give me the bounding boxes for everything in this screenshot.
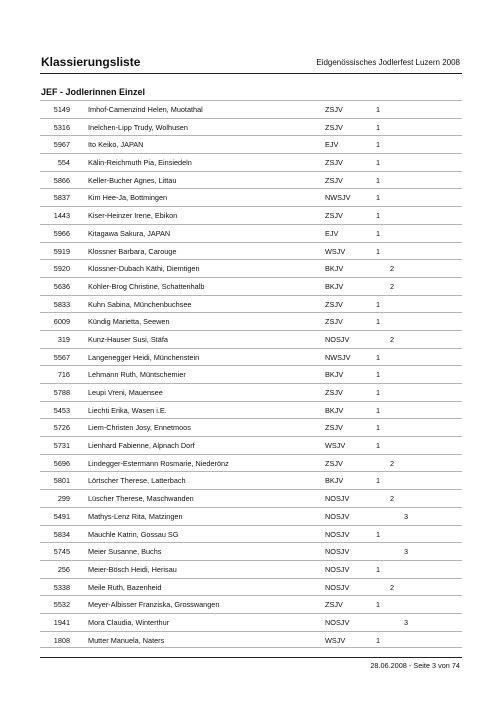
association: NWSJV (325, 352, 351, 362)
starter-number: 5837 (53, 193, 70, 203)
participant-name: Liem-Christen Josy, Ennetmoos (88, 423, 191, 433)
starter-number: 5967 (53, 140, 70, 150)
rank: 2 (390, 494, 395, 504)
participant-name: Meile Ruth, Bazenheid (88, 582, 162, 592)
association: NOSJV (325, 582, 350, 592)
association: WSJV (325, 635, 346, 645)
table-row (40, 525, 462, 543)
starter-number: 256 (57, 564, 70, 574)
starter-number: 5338 (53, 582, 70, 592)
participant-name: Kitagawa Sakura, JAPAN (88, 228, 171, 238)
participant-name: Liechti Erika, Wasen i.E. (88, 405, 167, 415)
association: ZSJV (325, 299, 343, 309)
table-row (40, 295, 462, 313)
association: NOSJV (325, 494, 350, 504)
table-row (40, 578, 462, 596)
table-row (40, 489, 462, 507)
table-row (40, 224, 462, 242)
association: EJV (325, 228, 339, 238)
table-row (40, 436, 462, 454)
starter-number: 5788 (53, 388, 70, 397)
association: ZSJV (325, 388, 343, 397)
association: ZSJV (325, 458, 343, 468)
rank: 1 (376, 388, 381, 397)
table-row (40, 383, 462, 401)
participant-name: Klossner Barbara, Carouge (88, 246, 177, 256)
rank: 1 (376, 211, 381, 221)
association: NOSJV (325, 564, 350, 574)
participant-name: Ito Keiko, JAPAN (88, 140, 144, 150)
section-title: JEF - Jodlerinnen Einzel (41, 87, 146, 97)
participant-name: Lindegger-Estermann Rosmarie, Niederönz (88, 458, 229, 468)
rank: 1 (376, 529, 381, 539)
starter-number: 5745 (53, 547, 70, 557)
rank: 1 (376, 635, 381, 645)
starter-number: 5833 (53, 299, 70, 309)
participant-name: Lörtscher Therese, Latterbach (88, 476, 186, 486)
association: ZSJV (325, 122, 343, 132)
starter-number: 6009 (53, 317, 70, 327)
participant-name: Inelchen-Lipp Trudy, Wolhusen (88, 122, 188, 132)
table-row (40, 330, 462, 348)
table-row (40, 507, 462, 525)
rank: 3 (404, 547, 409, 557)
table-row (40, 471, 462, 489)
participant-name: Mutter Manuela, Naters (88, 635, 165, 645)
participant-name: Leupi Vreni, Mauensee (88, 388, 163, 397)
rank: 2 (390, 264, 395, 274)
starter-number: 5801 (53, 476, 70, 486)
association: EJV (325, 140, 339, 150)
table-row (40, 418, 462, 436)
participant-name: Kuhn Sabina, Münchenbuchsee (88, 299, 192, 309)
association: ZSJV (325, 158, 343, 168)
association: ZSJV (325, 317, 343, 327)
header-divider (40, 73, 462, 74)
rank: 1 (376, 193, 381, 203)
association: NOSJV (325, 529, 350, 539)
participant-name: Mauchle Katrin, Gossau SG (88, 529, 179, 539)
association: BKJV (325, 281, 344, 291)
page-header (40, 55, 462, 73)
starter-number: 1443 (53, 211, 70, 221)
rank: 1 (376, 564, 381, 574)
rank: 1 (376, 158, 381, 168)
starter-number: 5532 (53, 600, 70, 610)
association: NOSJV (325, 617, 350, 627)
association: NOSJV (325, 511, 350, 521)
participant-name: Klossner-Dubach Käthi, Diemtigen (88, 264, 200, 274)
table-row (40, 100, 462, 118)
rank: 1 (376, 317, 381, 327)
participant-name: Mathys-Lenz Rita, Matzingen (88, 511, 183, 521)
rank: 1 (376, 352, 381, 362)
table-row (40, 542, 462, 560)
table-row (40, 153, 462, 171)
association: NWSJV (325, 193, 351, 203)
rank: 1 (376, 441, 381, 451)
participant-name: Lüscher Therese, Maschwanden (88, 494, 194, 504)
starter-number: 5696 (53, 458, 70, 468)
table-row (40, 188, 462, 206)
participant-name: Lienhard Fabienne, Alpnach Dorf (88, 441, 195, 451)
starter-number: 5567 (53, 352, 70, 362)
participant-name: Lehmann Ruth, Müntschemier (88, 370, 186, 380)
rank: 3 (404, 511, 409, 521)
rank: 1 (376, 405, 381, 415)
rank: 1 (376, 600, 381, 610)
starter-number: 5731 (53, 441, 70, 451)
starter-number: 5149 (53, 105, 70, 114)
page-title: Klassierungsliste (41, 55, 141, 69)
table-row (40, 365, 462, 383)
table-row (40, 595, 462, 613)
starter-number: 299 (57, 494, 70, 504)
starter-number: 5866 (53, 175, 70, 185)
starter-number: 716 (57, 370, 70, 380)
association: NOSJV (325, 547, 350, 557)
association: ZSJV (325, 175, 343, 185)
event-name: Eidgenössisches Jodlerfest Luzern 2008 (316, 58, 460, 67)
table-row (40, 277, 462, 295)
rank: 1 (376, 105, 381, 114)
association: WSJV (325, 441, 346, 451)
table-row (40, 401, 462, 419)
association: BKJV (325, 264, 344, 274)
table-row (40, 171, 462, 189)
starter-number: 5726 (53, 423, 70, 433)
rank: 1 (376, 175, 381, 185)
association: BKJV (325, 405, 344, 415)
table-row (40, 560, 462, 578)
rank: 2 (390, 334, 395, 344)
starter-number: 319 (57, 334, 70, 344)
rank: 2 (390, 582, 395, 592)
association: WSJV (325, 246, 346, 256)
starter-number: 554 (57, 158, 70, 168)
participant-name: Kunz-Hauser Susi, Stäfa (88, 334, 168, 344)
association: NOSJV (325, 334, 350, 344)
footer-divider (40, 657, 462, 658)
rank: 1 (376, 246, 381, 256)
starter-number: 5919 (53, 246, 70, 256)
starter-number: 5491 (53, 511, 70, 521)
association: ZSJV (325, 423, 343, 433)
starter-number: 1808 (53, 635, 70, 645)
results-table (40, 100, 462, 648)
rank: 1 (376, 122, 381, 132)
association: ZSJV (325, 211, 343, 221)
participant-name: Kim Hee-Ja, Bottmingen (88, 193, 168, 203)
participant-name: Langenegger Heidi, Münchenstein (88, 352, 200, 362)
starter-number: 5966 (53, 228, 70, 238)
starter-number: 1941 (53, 617, 70, 627)
rank: 1 (376, 299, 381, 309)
participant-name: Meier Susanne, Buchs (88, 547, 162, 557)
page-footer: 28.06.2008 - Seite 3 von 74 (370, 661, 460, 670)
association: BKJV (325, 370, 344, 380)
table-row (40, 312, 462, 330)
participant-name: Meier-Bösch Heidi, Herisau (88, 564, 177, 574)
participant-name: Kiser-Heinzer Irene, Ebikon (88, 211, 178, 221)
participant-name: Mora Claudia, Winterthur (88, 617, 170, 627)
table-row (40, 631, 462, 649)
starter-number: 5316 (53, 122, 70, 132)
table-row (40, 242, 462, 260)
participant-name: Keller-Bucher Agnes, Littau (88, 175, 177, 185)
rank: 1 (376, 228, 381, 238)
rank: 1 (376, 370, 381, 380)
association: ZSJV (325, 105, 343, 114)
table-row (40, 613, 462, 631)
participant-name: Meyer-Albisser Franziska, Grosswangen (88, 600, 220, 610)
rank: 1 (376, 140, 381, 150)
rank: 2 (390, 458, 395, 468)
starter-number: 5920 (53, 264, 70, 274)
starter-number: 5834 (53, 529, 70, 539)
rank: 2 (390, 281, 395, 291)
rank: 1 (376, 476, 381, 486)
table-row (40, 118, 462, 136)
participant-name: Imhof-Camenzind Helen, Muotathal (88, 105, 203, 114)
association: ZSJV (325, 600, 343, 610)
table-row (40, 135, 462, 153)
participant-name: Kündig Marietta, Seewen (88, 317, 170, 327)
starter-number: 5636 (53, 281, 70, 291)
table-row (40, 206, 462, 224)
rank: 1 (376, 423, 381, 433)
rank: 3 (404, 617, 409, 627)
starter-number: 5453 (53, 405, 70, 415)
participant-name: Kohler-Brog Christine, Schattenhalb (88, 281, 205, 291)
participant-name: Kälin-Reichmuth Pia, Einsiedeln (88, 158, 192, 168)
association: BKJV (325, 476, 344, 486)
table-row (40, 259, 462, 277)
table-row (40, 454, 462, 472)
table-row (40, 348, 462, 366)
